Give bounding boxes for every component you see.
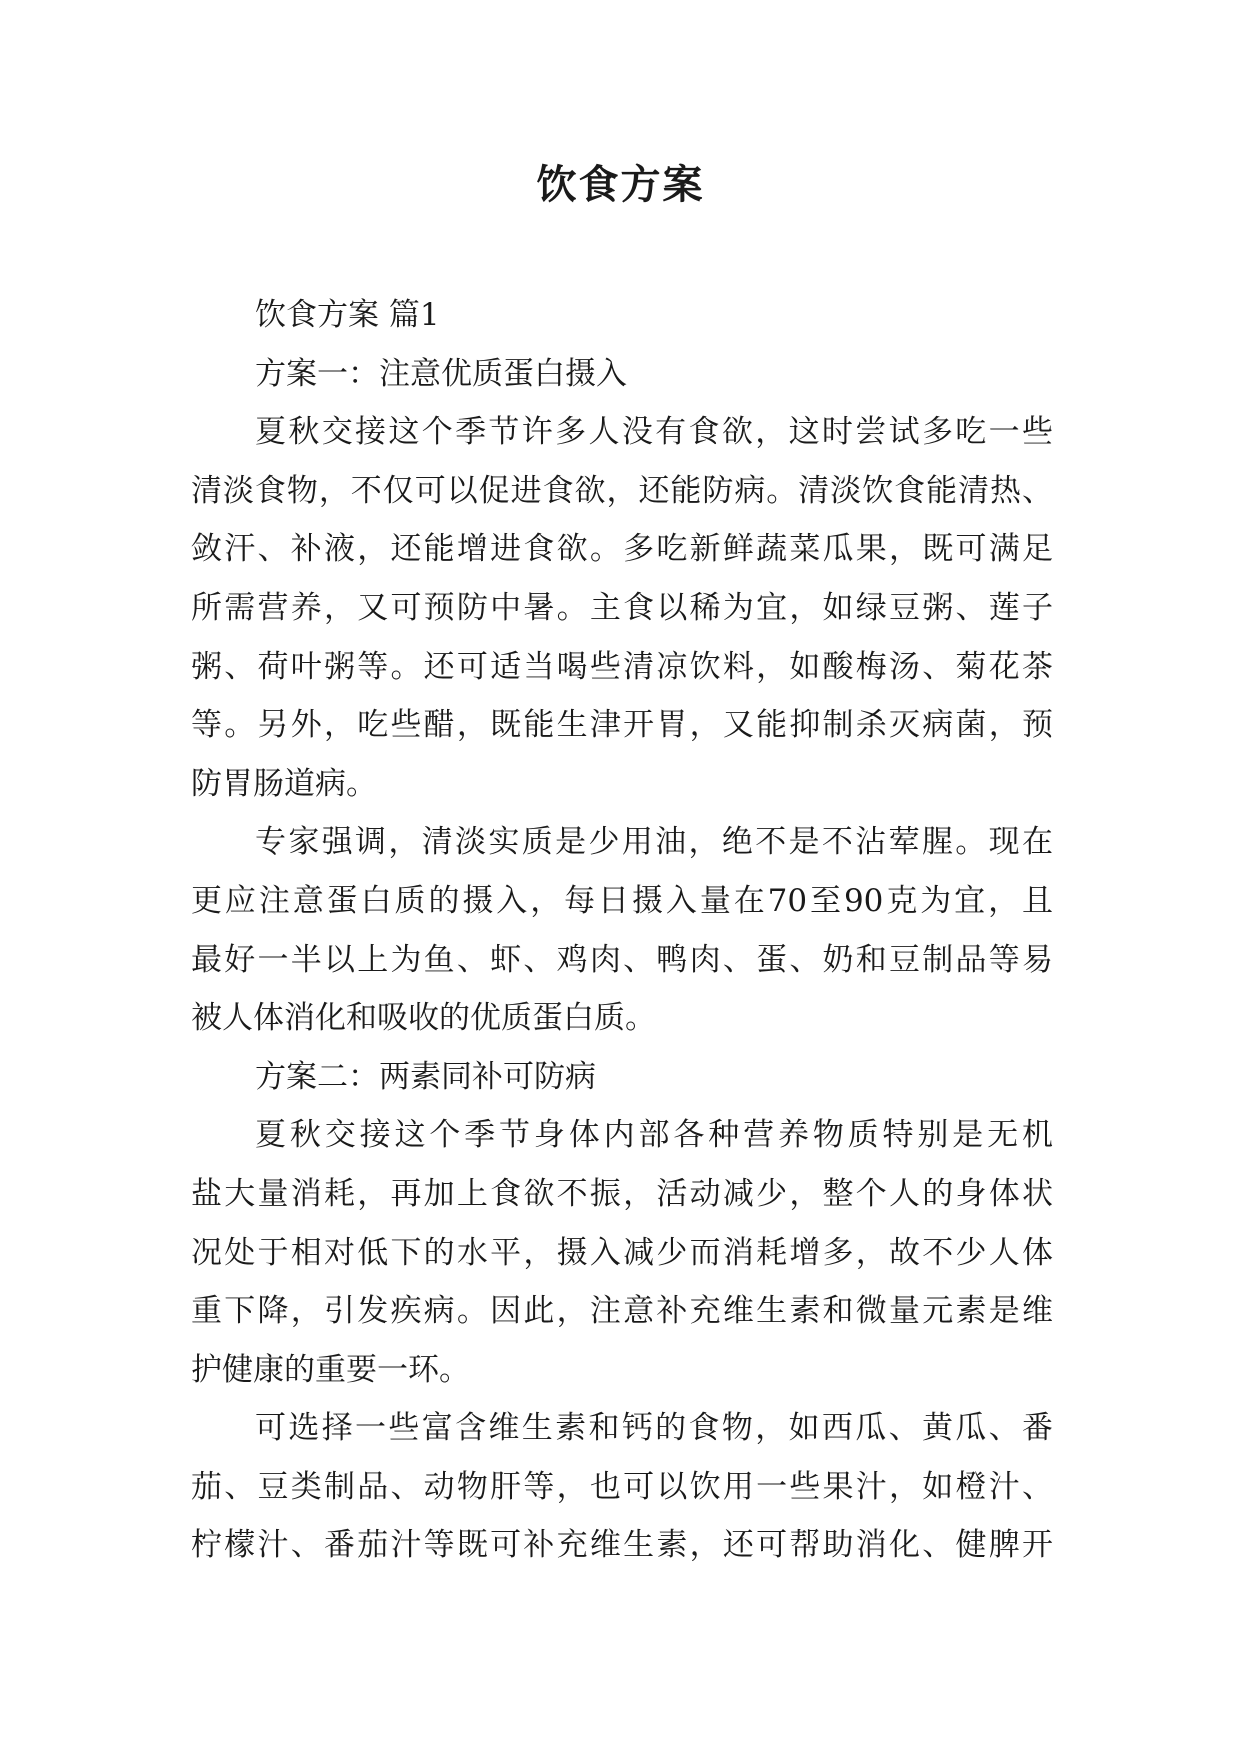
text-line: 护健康的重要一环。 [191,1351,470,1388]
paragraph [191,1399,1053,1575]
text-line: 敛汗、补液，还能增进食欲。多吃新鲜蔬菜瓜果，既可满足 [191,531,1053,568]
document-title: 饮食方案 [536,162,705,208]
text-line: 更应注意蛋白质的摄入，每日摄入量在70至90克为宜，且 [191,882,1053,919]
text-line: 柠檬汁、番茄汁等既可补充维生素，还可帮助消化、健脾开 [191,1527,1053,1564]
text-line: 清淡食物，不仅可以促进食欲，还能防病。清淡饮食能清热、 [191,472,1053,509]
text-line: 方案一：注意优质蛋白摄入 [255,355,627,392]
text-line: 防胃肠道病。 [191,765,377,802]
text-line: 重下降，引发疾病。因此，注意补充维生素和微量元素是维 [191,1293,1053,1330]
text-line: 最好一半以上为鱼、虾、鸡肉、鸭肉、蛋、奶和豆制品等易 [191,941,1053,978]
text-line: 盐大量消耗，再加上食欲不振，活动减少，整个人的身体状 [191,1175,1053,1212]
text-line: 茄、豆类制品、动物肝等，也可以饮用一些果汁，如橙汁、 [191,1468,1053,1505]
paragraph [191,403,1053,813]
paragraph [191,1048,1053,1107]
text-line: 粥、荷叶粥等。还可适当喝些清凉饮料，如酸梅汤、菊花茶 [191,648,1053,685]
text-line: 专家强调，清淡实质是少用油，绝不是不沾荤腥。现在 [255,824,1053,861]
paragraph [191,813,1053,1047]
paragraph [191,286,1053,345]
text-line: 等。另外，吃些醋，既能生津开胃，又能抑制杀灭病菌，预 [191,707,1053,744]
text-line: 夏秋交接这个季节身体内部各种营养物质特别是无机 [255,1117,1053,1154]
document-body [191,286,1053,1575]
paragraph [191,1106,1053,1399]
text-line: 饮食方案 篇1 [255,297,440,333]
text-line: 夏秋交接这个季节许多人没有食欲，这时尝试多吃一些 [255,414,1053,451]
text-line: 可选择一些富含维生素和钙的食物，如西瓜、黄瓜、番 [255,1410,1053,1447]
text-line: 被人体消化和吸收的优质蛋白质。 [191,1000,656,1037]
text-line: 况处于相对低下的水平，摄入减少而消耗增多，故不少人体 [191,1234,1053,1271]
text-line: 所需营养，又可预防中暑。主食以稀为宜，如绿豆粥、莲子 [191,589,1053,626]
text-line: 方案二：两素同补可防病 [255,1058,596,1095]
paragraph [191,345,1053,404]
